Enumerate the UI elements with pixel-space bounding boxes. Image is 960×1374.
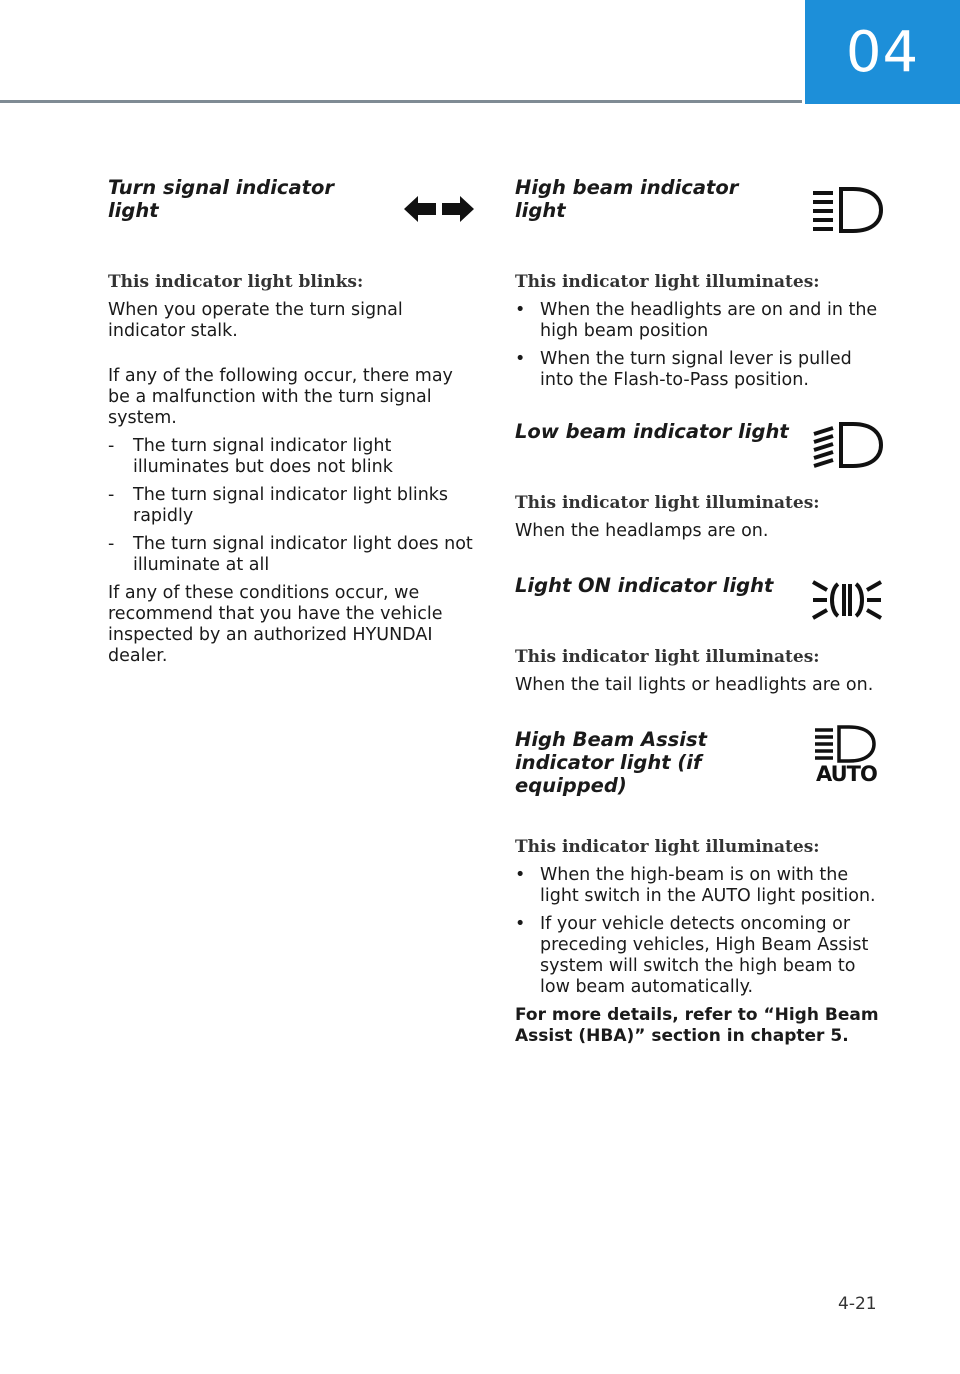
list-item-text: When the headlights are on and in the high beam position [540,300,878,341]
turn-signal-p2: If any of the following occur, there may be a malfunction with the turn signal system. [108,366,453,428]
list-item-text: The turn signal indicator light blinks rapidly [133,485,449,526]
high-beam-subtitle: This indicator light illuminates: [515,272,820,292]
high-beam-section [515,168,885,391]
hba-section [515,720,885,1047]
list-item-text: When the turn signal lever is pulled into the Flash-to-Pass position. [540,349,852,390]
turn-signal-conditions [108,436,480,576]
light-on-icon [811,578,883,627]
list-item-text: If your vehicle detects oncoming or preceding vehicles, High Beam Assist system will switch the high beam to low beam automatically. [540,914,869,997]
list-item-text: The turn signal indicator light does not illuminate at all [133,534,473,575]
hba-icon-text: AUTO [816,762,877,786]
right-column [515,168,885,1047]
list-item: • When the headlights are on and in the high beam position [515,300,878,341]
hba-note: For more details, refer to “High Beam Assist (HBA)” section in chapter 5. [515,1005,879,1046]
light-on-title: Light ON indicator light [515,574,774,597]
hba-subtitle: This indicator light illuminates: [515,837,820,857]
light-on-section [515,566,885,696]
list-item: - The turn signal indicator light does not illuminate at all [108,534,473,575]
high-beam-icon [811,186,883,239]
left-column [108,168,480,667]
hba-title: High Beam Assist indicator light (if equipped) [515,728,707,797]
turn-signal-arrows-icon [404,194,474,229]
turn-signal-subtitle: This indicator light blinks: [108,272,364,292]
list-item-text: The turn signal indicator light illuminates but does not blink [133,436,393,477]
hba-list [515,865,885,998]
list-item-text: When the high-beam is on with the light switch in the AUTO light position. [540,865,876,906]
turn-signal-section [108,168,480,667]
list-item: - The turn signal indicator light blinks rapidly [108,485,449,526]
high-beam-list [515,300,885,391]
high-beam-title: High beam indicator light [515,176,739,222]
chapter-number: 04 [845,19,920,85]
turn-signal-title: Turn signal indicator light [108,176,334,222]
list-item: • If your vehicle detects oncoming or preceding vehicles, High Beam Assist system will switch the high beam to low beam automatically. [515,914,869,997]
page-number: 4-21 [838,1294,877,1314]
chapter-tab [805,0,960,104]
list-item: - The turn signal indicator light illuminates but does not blink [108,436,393,477]
turn-signal-p3: If any of these conditions occur, we recommend that you have the vehicle inspected by an authorized HYUNDAI dealer. [108,583,443,666]
low-beam-icon [811,420,883,475]
list-item: • When the high-beam is on with the light switch in the AUTO light position. [515,865,876,906]
low-beam-title: Low beam indicator light [515,420,789,443]
light-on-subtitle: This indicator light illuminates: [515,647,820,667]
light-on-text: When the tail lights or headlights are on. [515,675,874,695]
low-beam-section [515,412,885,542]
turn-signal-p1: When you operate the turn signal indicator stalk. [108,300,403,341]
list-item: • When the turn signal lever is pulled into the Flash-to-Pass position. [515,349,852,390]
low-beam-subtitle: This indicator light illuminates: [515,493,820,513]
high-beam-assist-icon [813,724,877,791]
header-rule [0,100,802,103]
low-beam-text: When the headlamps are on. [515,521,769,541]
